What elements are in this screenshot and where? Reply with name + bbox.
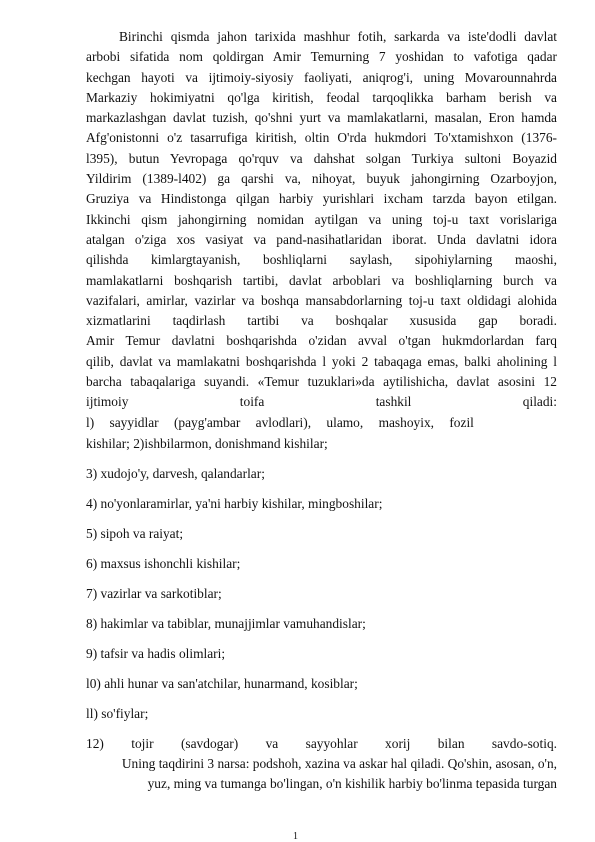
- paragraph-line: Amir Temur davlatni boshqarishda o'zidan avval o'tgan hukmdorlardan farq: [86, 333, 557, 349]
- list-item: 8) hakimlar va tabiblar, munajjimlar vamuhandislar;: [86, 616, 366, 631]
- list-item-12: [86, 734, 557, 794]
- page-number: 1: [293, 831, 298, 842]
- paragraph-line: mamlakatlarni boshqarish tartibi, davlat arboblari va boshliqlarning burch va: [86, 272, 557, 288]
- paragraph-line: qilib, davlat va mamlakatni boshqarishda l yoki 2 tabaqaga emas, balki aholining l: [86, 353, 557, 369]
- paragraph-line: barcha tabaqalariga suyandi. «Temur tuzuklari»da aytilishicha, davlat asosini 12: [86, 374, 557, 390]
- paragraph-line: l) sayyidlar (payg'ambar avlodlari), ulamo, mashoyix, fozil: [86, 414, 474, 430]
- paragraph-line: atalgan o'ziga xos vasiyat va pand-nasihatlaridan iborat. Unda davlatni idora: [86, 231, 557, 247]
- list-item: 6) maxsus ishonchli kishilar;: [86, 556, 241, 571]
- list-item: 4) no'yonlaramirlar, ya'ni harbiy kishilar, mingboshilar;: [86, 496, 383, 511]
- list-item: kishilar; 2)ishbilarmon, donishmand kishilar;: [86, 436, 328, 451]
- list-item-12-line: Uning taqdirini 3 narsa: podshoh, xazina va askar hal qiladi. Qo'shin, asosan, o'n,: [121, 756, 557, 771]
- paragraph-line: Markaziy hokimiyatni qo'lga kiritish, feodal tarqoqlikka barham berish va: [86, 89, 557, 105]
- list-item: l0) ahli hunar va san'atchilar, hunarmand, kosiblar;: [86, 676, 358, 691]
- paragraph-line: markazlashgan davlat tuzish, qo'shni yurt va mamlakatlarni, masalan, Eron hamda: [86, 110, 557, 126]
- list-item: 3) xudojo'y, darvesh, qalandarlar;: [86, 466, 265, 481]
- paragraph-line: l395), butun Yevropaga qo'rquv va dahshat solgan Turkiya sultoni Boyazid: [86, 150, 557, 166]
- paragraph-line: xizmatlarini taqdirlash tartibi va boshqalar xususida gap boradi.: [86, 313, 557, 329]
- list-item: 5) sipoh va raiyat;: [86, 526, 184, 541]
- paragraph-line: ijtimoiy toifa tashkil qiladi:: [86, 394, 557, 410]
- list-item: ll) so'fiylar;: [86, 706, 149, 721]
- paragraph-line: Birinchi qismda jahon tarixida mashhur fotih, sarkarda va iste'dodli davlat: [119, 29, 557, 44]
- paragraph-line: Gruziya va Hindistonga qilgan harbiy yurishlari ixcham tarzda bayon etilgan.: [86, 191, 557, 207]
- list-item-12-line: 12) tojir (savdogar) va sayyohlar xorij bilan savdo-sotiq.: [86, 736, 557, 751]
- paragraph-line: vazifalari, amirlar, vazirlar va boshqa mansabdorlarning toj-u taxt oldidagi alohida: [86, 292, 557, 308]
- list-item: 7) vazirlar va sarkotiblar;: [86, 586, 222, 601]
- paragraph-line: Afg'onistonni o'z tasarrufiga kiritish, oltin O'rda hukmdori To'xtamishxon (1376-: [86, 130, 557, 146]
- list-item-12-line: yuz, ming va tumanga bo'lingan, o'n kishilik harbiy bo'linma tepasida turgan: [147, 776, 557, 791]
- list-item: 9) tafsir va hadis olimlari;: [86, 646, 226, 661]
- paragraph-line: Ikkinchi qism jahongirning nomidan aytilgan va uning toj-u taxt vorislariga: [86, 211, 557, 227]
- paragraph-line: kechgan hayoti va ijtimoiy-siyosiy faoliyati, aniqrog'i, uning Movarounnahrda: [86, 69, 557, 85]
- main-paragraph: [86, 27, 557, 433]
- paragraph-line: qilishda kimlargtayanish, boshliqlarni saylash, sipohiylarning maoshi,: [86, 252, 557, 268]
- paragraph-line: Yildirim (1389-l402) ga qarshi va, nihoyat, buyuk jahongirning Ozarboyjon,: [86, 171, 557, 187]
- paragraph-line: arbobi sifatida nom qoldirgan Amir Temurning 7 yoshidan to vafotiga qadar: [86, 49, 557, 65]
